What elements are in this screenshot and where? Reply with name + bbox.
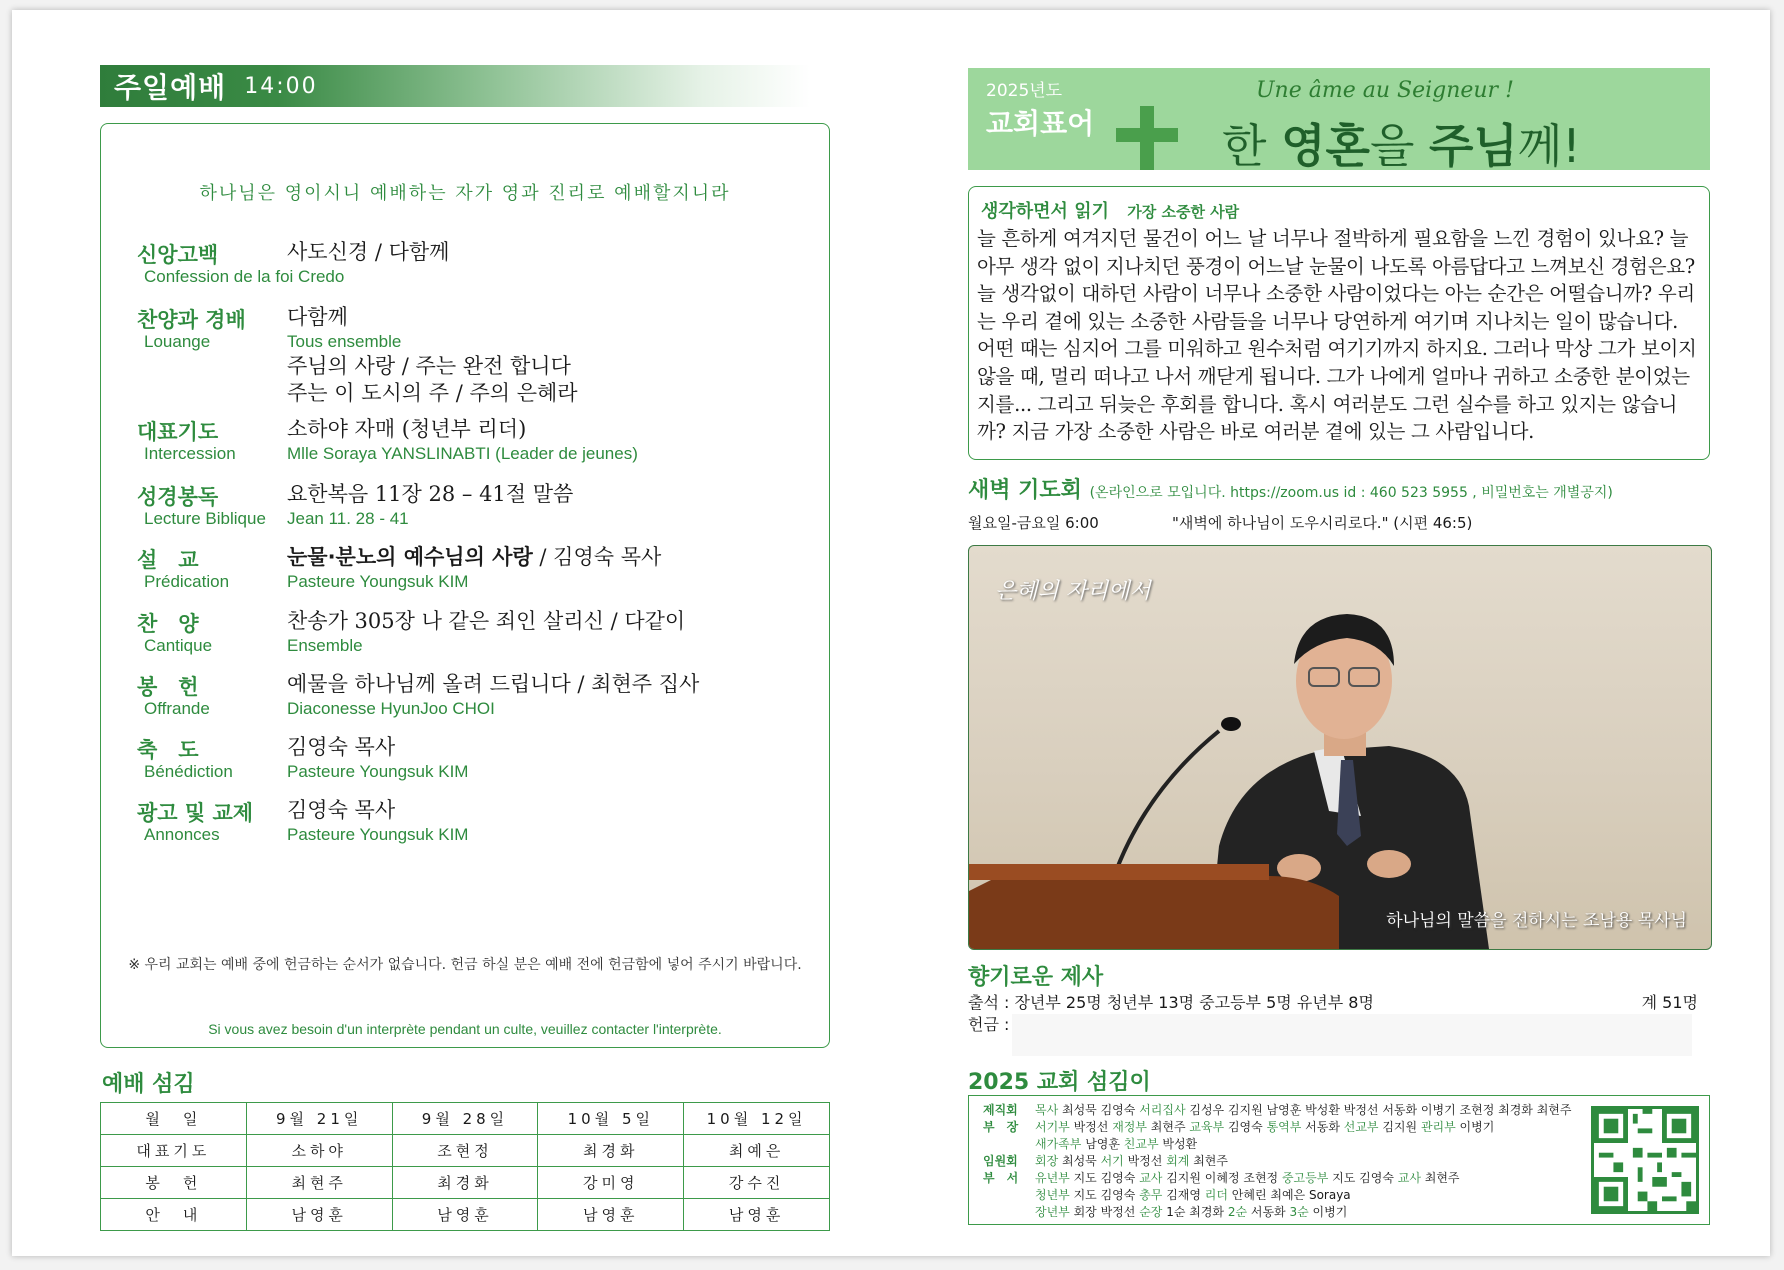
photo-caption-top: 은혜의 자리에서 [995,579,1151,604]
duty-cell: 최경화 [392,1167,538,1199]
scripture-verse: 하나님은 영이시니 예배하는 자가 영과 진리로 예배할지니라 [199,183,731,204]
duty-cell: 남영훈 [538,1199,684,1231]
service-time: 14:00 [244,73,318,99]
order-item-detail: 다함께 [287,305,348,329]
duty-cell: 최예은 [684,1135,830,1167]
order-item-title: 찬양과 경배 [137,308,246,332]
order-item-detail: 사도신경 / 다함께 [287,240,450,264]
staff-row-label: 임원회 [983,1154,1018,1168]
duty-row [101,1167,830,1199]
duty-cell: 10월 5일 [538,1103,684,1135]
duty-cell: 최현주 [246,1167,392,1199]
order-item-title: 축 도 [137,738,199,762]
staff-row-label: 부 장 [983,1120,1019,1134]
duty-cell: 9월 21일 [246,1103,392,1135]
staff-row-text: 유년부 지도 김영숙 교사 김지원 이혜정 조현정 중고등부 지도 김영숙 교사 최현주 [1035,1171,1460,1185]
order-item-detail: 눈물·분노의 예수님의 사랑 / 김영숙 목사 [287,545,662,569]
duty-row [101,1135,830,1167]
order-item-sub: Diaconesse HyunJoo CHOI [287,699,495,718]
reading-body: 늘 흔하게 여겨지던 물건이 어느 날 너무나 절박하게 필요함을 느낀 경험이 있나요? 늘 아무 생각 없이 지나치던 풍경이 어느날 눈물이 나도록 아름답다고 느껴보신 경험은요? 늘 생각없이 대하던 사람이 너무나 소중한 사람이었다는 아는 순간은 어떨습니까? 우리는 우리 곁에 있는 소중한 사람들을 너무나 당연하게 여기며 지나치는 일이 많습니다. 어떤 때는 심지어 그를 미워하고 원수처럼 여기기까지 하지요. 그러나 막상 그가 보이지 않을 때, 멀리 떠나고 나서 깨닫게 됩니다. 그가 나에게 얼마나 귀하고 소중한 분이었는 지를... 그리고 뒤늦은 후회를 합니다. 혹시 여러분도 그런 실수를 하고 있지는 않습니까? 지금 가장 소중한 사람은 바로 여러분 곁에 있는 그 사람입니다. [977,227,1697,444]
reading-subtitle: 가장 소중한 사람 [1127,203,1240,221]
duty-cell: 대표기도 [101,1135,247,1167]
duty-cell: 월 일 [101,1103,247,1135]
staff-row-text: 서기부 박정선 재정부 최현주 교육부 김영숙 통역부 서동화 선교부 김지원 관리부 이병기 [1035,1120,1495,1134]
order-item-sub: Jean 11. 28 - 41 [287,509,409,528]
duty-row [101,1103,830,1135]
duty-cell: 안 내 [101,1199,247,1231]
order-item-title: 광고 및 교제 [137,801,254,825]
dawn-prayer-title: 새벽 기도회 (온라인으로 모입니다. https://zoom.us id : 460 523 5955 , 비밀번호는 개별공지) [968,478,1613,503]
staff-row-text: 청년부 지도 김영숙 총무 김재영 리더 안혜린 최예은 Soraya [1035,1188,1351,1202]
staff-box [968,1095,1710,1225]
photo-caption-bottom: 하나님의 말씀을 전하시는 조남용 목사님 [1386,911,1687,931]
order-item-title: 찬 양 [137,612,199,636]
duty-cell: 강수진 [684,1167,830,1199]
order-item-song: 주님의 사랑 / 주는 완전 합니다 [287,354,571,378]
order-item-sub: Mlle Soraya YANSLINABTI (Leader de jeunes) [287,444,638,463]
reading-header [981,197,1239,223]
order-item-french: Lecture Biblique [144,509,266,528]
staff-row-label: 제직회 [983,1103,1018,1117]
staff-row-text: 목사 최성묵 김영숙 서리집사 김성우 김지원 남영훈 박성환 박정선 서동화 이병기 조현정 최경화 최현주 [1035,1103,1572,1117]
duty-cell: 남영훈 [246,1199,392,1231]
order-item-french: Cantique [144,636,213,655]
service-header [100,65,810,107]
motto-banner [968,68,1710,173]
service-title: 주일예배 [114,71,227,104]
cross-icon [1116,106,1176,170]
order-item-french: Confession de la foi Credo [144,267,345,286]
dawn-prayer-info: (온라인으로 모입니다. https://zoom.us id : 460 523 5955 , 비밀번호는 개별공지) [1089,485,1613,501]
attendance-total: 계 51명 [1641,993,1698,1012]
order-item-sub: Ensemble [287,636,363,655]
order-item-detail: 예물을 하나님께 올려 드립니다 / 최현주 집사 [287,672,700,696]
sermon-photo [968,545,1712,950]
duty-table [100,1102,830,1231]
worship-order-box [100,123,830,1048]
motto-french: Une âme au Seigneur ! [1256,78,1514,103]
duty-row [101,1199,830,1231]
order-item-detail: 요한복음 11장 28 – 41절 말씀 [287,482,574,506]
order-item-title: 성경봉독 [137,485,219,509]
qr-pattern [1594,1109,1696,1211]
duty-cell: 9월 28일 [392,1103,538,1135]
interpreter-note: Si vous avez besoin d'un interprète pendant un culte, veuillez contacter l'interprète. [208,1021,722,1037]
order-item-detail: 찬송가 305장 나 같은 죄인 살리신 / 다같이 [287,609,686,633]
order-item-song: 주는 이 도시의 주 / 주의 은혜라 [287,381,578,405]
duty-cell: 봉 헌 [101,1167,247,1199]
offering-title: 향기로운 제사 [968,965,1104,990]
banner-year: 2025년도 [986,81,1063,101]
order-item-title: 대표기도 [137,420,219,444]
duty-cell: 소하야 [246,1135,392,1167]
dawn-prayer-verse: "새벽에 하나님이 도우시리로다." (시편 46:5) [1172,514,1473,532]
bulletin-sheet [12,10,1770,1256]
order-item-sub: Pasteure Youngsuk KIM [287,825,469,844]
duty-cell: 10월 12일 [684,1103,830,1135]
offering-blank-area [1012,1014,1692,1056]
staff-row-text: 회장 최성묵 서기 박정선 회계 최현주 [1035,1154,1228,1168]
order-item-french: Offrande [144,699,210,718]
duty-cell: 최경화 [538,1135,684,1167]
order-item-title: 신앙고백 [137,243,219,267]
order-item-detail: 소하야 자매 (청년부 리더) [287,417,527,441]
order-item-sub: Tous ensemble [287,332,402,351]
dawn-prayer-time: 월요일-금요일 6:00 [968,514,1099,532]
preacher-illustration [969,546,1711,949]
attendance-detail: 출석 : 장년부 25명 청년부 13명 중고등부 5명 유년부 8명 [968,993,1374,1012]
order-item-sub: Pasteure Youngsuk KIM [287,762,469,781]
order-item-detail: 김영숙 목사 [287,798,396,822]
duty-cell: 강미영 [538,1167,684,1199]
order-item-french: Prédication [144,572,230,591]
staff-row-text: 새가족부 남영훈 친교부 박성환 [1035,1137,1198,1151]
order-item-french: Annonces [144,825,220,844]
order-item-title: 봉 헌 [137,675,199,699]
order-item-french: Intercession [144,444,236,463]
duty-cell: 남영훈 [684,1199,830,1231]
order-item-title: 설 교 [137,548,199,572]
order-item-detail: 김영숙 목사 [287,735,396,759]
staff-row-text: 장년부 회장 박정선 순장 1순 최경화 2순 서동화 3순 이병기 [1035,1205,1348,1219]
staff-row-label: 부 서 [983,1171,1019,1185]
reading-box [968,186,1710,460]
banner-label: 교회표어 [986,107,1095,140]
attendance-line [968,990,1698,1013]
duty-cell: 남영훈 [392,1199,538,1231]
motto-korean: 한 영혼을 주님께! [1222,119,1581,173]
duty-title: 예배 섬김 [102,1072,195,1097]
reading-title: 생각하면서 읽기 [981,201,1109,222]
order-item-french: Bénédiction [144,762,233,781]
staff-title: 2025 교회 섬김이 [968,1070,1151,1095]
offering-note: ※ 우리 교회는 예배 중에 헌금하는 순서가 없습니다. 헌금 하실 분은 예배 전에 헌금함에 넣어 주시기 바랍니다. [128,957,802,973]
duty-cell: 조현정 [392,1135,538,1167]
qr-code-icon[interactable] [1591,1106,1699,1214]
order-item-french: Louange [144,332,211,351]
offering-label: 헌금 : [968,1015,1010,1034]
order-item-sub: Pasteure Youngsuk KIM [287,572,469,591]
